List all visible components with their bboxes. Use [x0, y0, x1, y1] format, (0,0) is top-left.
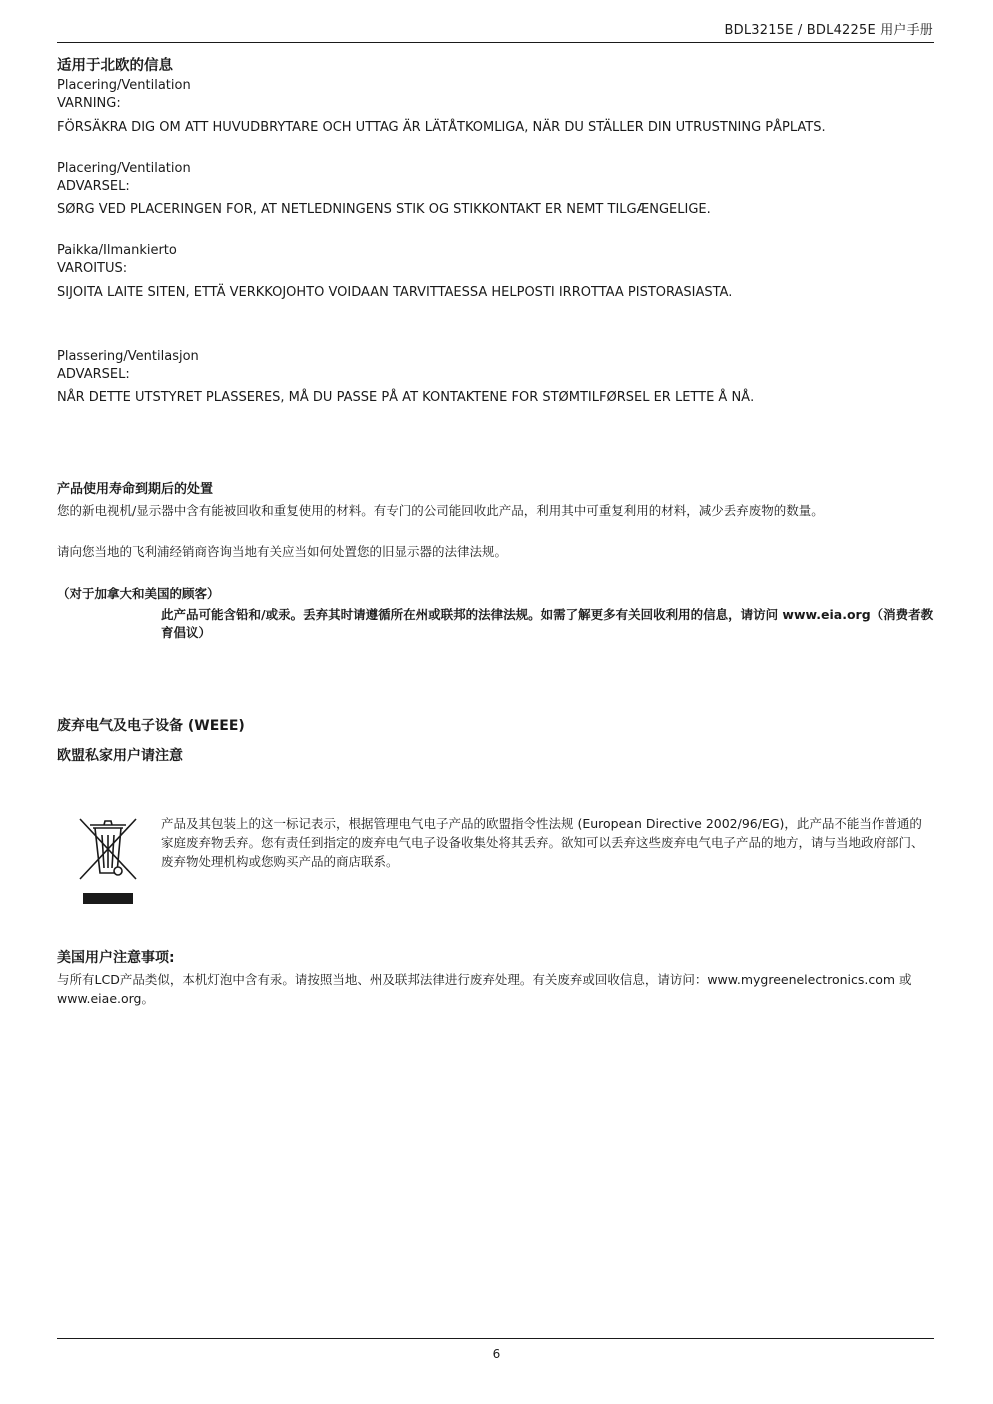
section-4-subtitle: Plassering/Ventilasjon: [57, 349, 199, 364]
footer-rule: [57, 1338, 934, 1339]
section-4-label: ADVARSEL:: [57, 367, 130, 382]
section-2-warning-text: SØRG VED PLACERINGEN FOR, AT NETLEDNINGENS STIK OG STIKKONTAKT ER NEMT TILGÆNGELIGE.: [57, 202, 711, 217]
canada-us-notice: 此产品可能含铅和/或汞。丢弃其时请遵循所在州或联邦的法律法规。如需了解更多有关回收利用的信息，请访问 www.eia.org（消费者教育倡议）: [161, 607, 934, 640]
section-2-label: ADVARSEL:: [57, 179, 130, 194]
section-2-subtitle: Placering/Ventilation: [57, 161, 191, 176]
weee-subheading: 欧盟私家用户请注意: [57, 748, 183, 764]
section-1-warning-text: FÖRSÄKRA DIG OM ATT HUVUDBRYTARE OCH UTTAG ÄR LÄTÅTKOMLIGA, NÄR DU STÄLLER DIN UTRUSTNING PÅPLATS.: [57, 120, 826, 135]
disposal-paragraph-1: 您的新电视机/显示器中含有能被回收和重复使用的材料。有专门的公司能回收此产品，利用其中可重复利用的材料，减少丢弃废物的数量。: [57, 503, 824, 518]
canada-us-heading: （对于加拿大和美国的顾客）: [57, 586, 220, 601]
document-header-title: BDL3215E / BDL4225E 用户手册: [724, 23, 933, 38]
disposal-paragraph-2: 请向您当地的飞利浦经销商咨询当地有关应当如何处置您的旧显示器的法律法规。: [57, 544, 508, 559]
page-number: 6: [492, 1347, 501, 1361]
section-3-warning-text: SIJOITA LAITE SITEN, ETTÄ VERKKOJOHTO VOIDAAN TARVITTAESSA HELPOSTI IRROTTAA PISTORASIASTA.: [57, 285, 733, 300]
nordic-info-heading: 适用于北欧的信息: [57, 58, 173, 74]
section-1-label: VARNING:: [57, 96, 121, 111]
section-3-subtitle: Paikka/Ilmankierto: [57, 243, 177, 258]
weee-heading: 废弃电气及电子设备 (WEEE): [57, 718, 245, 734]
us-users-heading: 美国用户注意事项:: [57, 950, 175, 966]
section-3-label: VAROITUS:: [57, 261, 128, 276]
section-1-subtitle: Placering/Ventilation: [57, 78, 191, 93]
disposal-heading: 产品使用寿命到期后的处置: [57, 482, 214, 497]
crossed-bin-icon: [78, 815, 138, 907]
us-users-notice: 与所有LCD产品类似，本机灯泡中含有汞。请按照当地、州及联邦法律进行废弃处理。有关废弃或回收信息，请访问：www.mygreenelectronics.com 或 www.eiae.org。: [57, 972, 912, 1006]
section-4-warning-text: NÅR DETTE UTSTYRET PLASSERES, MÅ DU PASSE PÅ AT KONTAKTENE FOR STØMTILFØRSEL ER LETTE Å NÅ.: [57, 390, 755, 405]
header-rule: [57, 42, 934, 43]
weee-description: 产品及其包装上的这一标记表示，根据管理电气电子产品的欧盟指令性法规 (European Directive 2002/96/EG)，此产品不能当作普通的家庭废弃物丢弃。您有责任到指定的废弃电气电子设备收集处将其丢弃。欲知可以丢弃这些废弃电气电子产品的地方，请与当地政府部门、废弃物处理机构或您购买产品的商店联系。: [161, 816, 924, 869]
